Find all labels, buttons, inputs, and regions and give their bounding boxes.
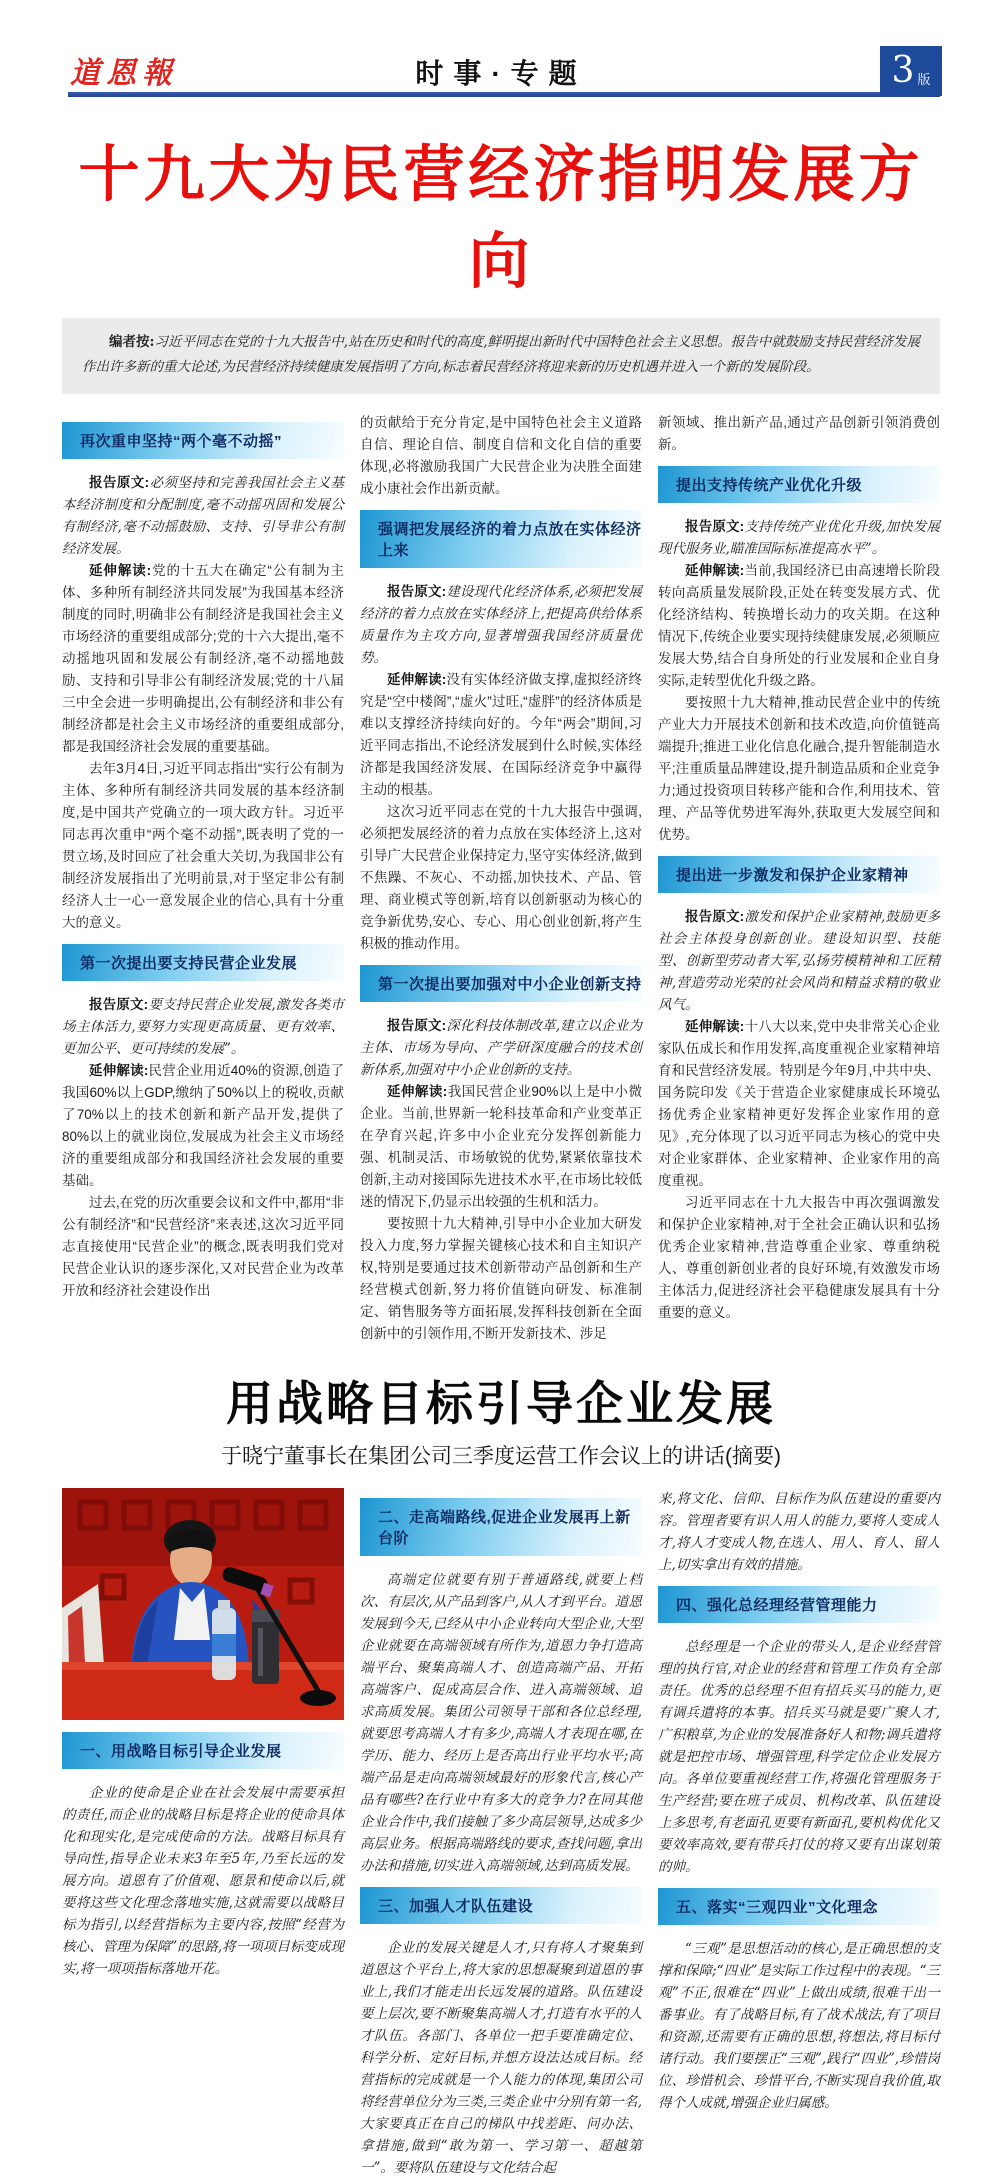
paragraph-text: 没有实体经济做支撑,虚拟经济终究是“空中楼阁”,“虚火”过旺,“虚胖”的经济体质是难以支撑经济持续向好的。今年“两会”期间,习近平同志指出,不论经济发展到什么时候,实体经济都是我国经济发展、在国际经济竞争中赢得主动的根基。 — [360, 671, 642, 797]
editor-note-text: 习近平同志在党的十九大报告中,站在历史和时代的高度,鲜明提出新时代中国特色社会主义思想。报告中就鼓励支持民营经济发展作出许多新的重大论述,为民营经济持续健康发展指明了方向,标志着民营经济将迎来新的历史机遇并进入一个新的发展阶段。 — [82, 334, 920, 375]
section-heading: 五、落实“三观四业”文化理念 — [658, 1888, 940, 1925]
paragraph-text: 激发和保护企业家精神,鼓励更多社会主体投身创新创业。建设知识型、技能型、创新型劳动者大军,弘扬劳模精神和工匠精神,营造劳动光荣的社会风尚和精益求精的敬业风气。 — [658, 908, 940, 1013]
section-heading: 第一次提出要加强对中小企业创新支持 — [360, 965, 642, 1002]
paragraph-text: 十八大以来,党中央非常关心企业家队伍成长和作用发挥,高度重视企业家精神培育和民营经济发展。特别是今年9月,中共中央、国务院印发《关于营造企业家健康成长环境弘扬优秀企业家精神更好发挥企业家作用的意见》,充分体现了以习近平同志为核心的党中央对企业家群体、企业家精神、企业家作用的高度重视。 — [658, 1018, 940, 1188]
paragraph-text: 要支持民营企业发展,激发各类市场主体活力,要努力实现更高质量、更有效率、更加公平、更可持续的发展”。 — [62, 996, 344, 1057]
report-label: 报告原文: — [89, 996, 149, 1012]
page-number: 3 — [891, 50, 915, 91]
article2-column-2 — [360, 1488, 642, 2179]
water-bottle — [212, 1600, 236, 1680]
paragraph: 这次习近平同志在党的十九大报告中强调,必须把发展经济的着力点放在实体经济上,这对引导广大民营企业保持定力,坚守实体经济,做到不焦躁、不灰心、不动摇,加快技术、产品、管理、商业模式等创新,培育以创新驱动为核心的竞争新优势,安心、专心、用心创业创新,将产生积极的推动作用。 — [360, 803, 642, 951]
paragraph-text: 支持传统产业优化升级,加快发展现代服务业,瞄准国际标准提高水平”。 — [658, 518, 940, 557]
article2-column-3 — [658, 1488, 940, 2179]
paragraph — [360, 1015, 642, 1081]
article1-column-3 — [658, 412, 940, 1345]
paragraph-text: 必须坚持和完善我国社会主义基本经济制度和分配制度,毫不动摇巩固和发展公有制经济,毫不动摇鼓励、支持、引导非公有制经济发展。 — [62, 474, 345, 557]
report-label: 报告原文: — [685, 518, 745, 534]
paragraph: 企业的发展关键是人才,只有将人才聚集到道恩这个平台上,将大家的思想凝聚到道恩的事业上,我们才能走出长远发展的道路。队伍建设要上层次,要不断聚集高端人才,打造有水平的人才队伍。各部门、各单位一把手要准确定位、科学分析、定好目标,并想方设法达成目标。经营指标的完成就是一个人能力的体现,集团公司将经营单位分为三类,三类企业中分别有第一名,大家要真正在自己的梯队中找差距、问办法、拿措施,做到“敢为第一、学习第一、超越第一”。要将队伍建设与文化结合起 — [360, 1939, 642, 2176]
paragraph-text: 我国民营企业90%以上是中小微企业。当前,世界新一轮科技革命和产业变革正在孕育兴起,许多中小企业充分发挥创新能力强、机制灵活、市场敏锐的优势,紧紧依靠技术创新,主动对接国际先进技术水平,在市场比较低迷的情况下,仍显示出较强的生机和活力。 — [360, 1083, 642, 1209]
paragraph: 新领域、推出新产品,通过产品创新引领消费创新。 — [658, 414, 940, 452]
paragraph — [360, 669, 642, 801]
paragraph-text: 当前,我国经济已由高速增长阶段转向高质量发展阶段,正处在转变发展方式、优化经济结构、转换增长动力的攻关期。在这种情况下,传统企业要实现持续健康发展,必须顺应发展大势,结合自身所处的行业发展和企业自身实际,走转型优化升级之路。 — [658, 562, 940, 688]
paragraph — [62, 1060, 344, 1192]
report-label: 报告原文: — [387, 1017, 447, 1033]
section-heading: 提出进一步激发和保护企业家精神 — [658, 856, 940, 893]
paragraph: 高端定位就要有别于普通路线,就要上档次、有层次,从产品到客户,从人才到平台。道恩发展到今天,已经从中小企业转向大型企业,大型企业就要在高端领域有所作为,道恩力争打造高端平台、聚集高端人才、创造高端产品、开拓高端客户、促成高层合作、进入高端领域、追求高质发展。集团公司领导干部和各位总经理,就要思考高端人才有多少,高端人才表现在哪,在学历、能力、经历上是否高出行业平均水平;高端产品是走向高端领域最好的形象代言,核心产品有哪些?在行业中有多大的竞争力?在同其他企业合作中,我们接触了多少高层领导,达成多少高层业务。根据高端路线的要求,查找问题,拿出办法和措施,切实进入高端领域,达到高质发展。 — [360, 1571, 642, 1874]
paragraph — [62, 560, 344, 758]
paragraph: 习近平同志在十九大报告中再次强调激发和保护企业家精神,对于全社会正确认识和弘扬优秀企业家精神,营造尊重企业家、尊重纳税人、尊重创新创业者的良好环境,有效激发市场主体活力,促进经济社会平稳健康发展具有十分重要的意义。 — [658, 1194, 940, 1320]
article2-column-1 — [62, 1488, 344, 2179]
paragraph — [62, 472, 344, 560]
paragraph-text: 深化科技体制改革,建立以企业为主体、市场为导向、产学研深度融合的技术创新体系,加强对中小企业创新的支持。 — [360, 1017, 642, 1078]
paragraph — [658, 1016, 940, 1192]
masthead-logo: 道恩報 — [70, 56, 178, 91]
section-heading: 二、走高端路线,促进企业发展再上新台阶 — [360, 1498, 642, 1556]
section-heading: 第一次提出要支持民营企业发展 — [62, 944, 344, 981]
section-title: 时事·专题 — [415, 58, 587, 89]
speaker-photo — [62, 1488, 344, 1720]
paragraph: 的贡献给于充分肯定,是中国特色社会主义道路自信、理论自信、制度自信和文化自信的重要体现,必将激励我国广大民营企业为决胜全面建成小康社会作出新贡献。 — [360, 414, 642, 496]
paragraph — [658, 906, 940, 1016]
report-label: 报告原文: — [387, 583, 447, 599]
header-rule — [68, 92, 940, 97]
interpret-label: 延伸解读: — [685, 1018, 745, 1034]
section-heading: 四、强化总经理经营管理能力 — [658, 1586, 940, 1623]
article2-subtitle: 于晓宁董事长在集团公司三季度运营工作会议上的讲话(摘要) — [221, 1444, 781, 1468]
paragraph: 来,将文化、信仰、目标作为队伍建设的重要内容。管理者要有识人用人的能力,要将人变成人才,将人才变成人物,在选人、用人、育人、留人上,切实拿出有效的措施。 — [658, 1490, 940, 1573]
paragraph-text: 建设现代化经济体系,必须把发展经济的着力点放在实体经济上,把提高供给体系质量作为主攻方向,显著增强我国经济质量优势。 — [360, 583, 642, 666]
interpret-label: 延伸解读: — [387, 671, 447, 687]
page-number-suffix: 版 — [917, 72, 931, 87]
page-header — [62, 0, 940, 100]
report-label: 报告原文: — [685, 908, 745, 924]
paragraph: 要按照十九大精神,引导中小企业加大研发投入力度,努力掌握关键核心技术和自主知识产权,特别是要通过技术创新带动产品创新和生产经营模式创新,努力将价值链向研发、标准制定、销售服务等方面拓展,发挥科技创新在全面创新中的引领作用,不断开发新技术、涉足 — [360, 1215, 642, 1341]
paragraph: 企业的使命是企业在社会发展中需要承担的责任,而企业的战略目标是将企业的使命具体化和现实化,是完成使命的方法。战略目标具有导向性,指导企业未来3年至5年,乃至长远的发展方向。道恩有了价值观、愿景和使命以后,就要将这些文化理念落地实施,这就需要以战略目标为指引,以经营指标为主要内容,按照“经营为核心、管理为保障”的思路,将一项项目标变成现实,将一项项指标落地开花。 — [62, 1784, 344, 1977]
paragraph — [360, 581, 642, 669]
article1-headline: 十九大为民营经济指明发展方向 — [78, 140, 924, 295]
report-label: 报告原文: — [89, 474, 150, 490]
interpret-label: 延伸解读: — [387, 1083, 448, 1099]
interpret-label: 延伸解读: — [89, 562, 152, 578]
editor-note-box — [62, 318, 940, 394]
page-number-badge — [880, 46, 942, 96]
paragraph-text: 党的十五大在确定“公有制为主体、多种所有制经济共同发展”为我国基本经济制度的同时,明确非公有制经济是我国社会主义市场经济的重要组成部分;党的十六大提出,毫不动摇地巩固和发展公有制经济,毫不动摇地鼓励、支持和引导非公有制经济发展;党的十八届三中全会进一步明确提出,公有制经济和非公有制经济都是社会主义市场经济的重要组成部分,都是我国经济社会发展的重要基础。 — [62, 562, 345, 754]
paragraph — [360, 1081, 642, 1213]
paragraph — [62, 994, 344, 1060]
article2-headline: 用战略目标引导企业发展 — [226, 1376, 776, 1430]
paragraph: 要按照十九大精神,推动民营企业中的传统产业大力开展技术创新和技术改造,向价值链高端提升;推进工业化信息化融合,提升智能制造水平;注重质量品牌建设,提升制造品质和企业竞争力;通过投资项目转移产能和合作,利用技术、管理、产品等优势进军海外,获取更大发展空间和优势。 — [658, 694, 940, 842]
article1-column-1 — [62, 412, 344, 1345]
editor-note-label: 编者按: — [109, 334, 155, 350]
article1-column-2 — [360, 412, 642, 1345]
interpret-label: 延伸解读: — [685, 562, 745, 578]
article1-columns — [62, 412, 940, 1345]
section-heading: 一、用战略目标引导企业发展 — [62, 1732, 344, 1769]
paragraph-text: 民营企业用近40%的资源,创造了我国60%以上GDP,缴纳了50%以上的税收,贡献了70%以上的技术创新和新产品开发,提供了80%以上的就业岗位,发展成为社会主义市场经济的重要组成部分和我国经济社会发展的重要基础。 — [62, 1062, 344, 1188]
paragraph: 过去,在党的历次重要会议和文件中,都用“非公有制经济”和“民营经济”来表述,这次习近平同志直接使用“民营企业”的概念,既表明我们党对民营企业认识的逐步深化,又对民营企业为改革开放和经济社会建设作出 — [62, 1194, 344, 1298]
paragraph: 去年3月4日,习近平同志指出“实行公有制为主体、多种所有制经济共同发展的基本经济制度,是中国共产党确立的一项大政方针。习近平同志再次重申“两个毫不动摇”,既表明了党的一贯立场,及时回应了社会重大关切,为我国非公有制经济发展指出了光明前景,对于坚定非公有制经济人士一心一意发展企业的信心,具有十分重大的意义。 — [62, 760, 344, 930]
section-heading: 再次重申坚持“两个毫不动摇” — [62, 422, 344, 459]
interpret-label: 延伸解读: — [89, 1062, 149, 1078]
section-heading: 三、加强人才队伍建设 — [360, 1887, 642, 1924]
section-heading: 强调把发展经济的着力点放在实体经济上来 — [360, 510, 642, 568]
paragraph — [658, 560, 940, 692]
paragraph: “三观”是思想活动的核心,是正确思想的支撑和保障;“四业”是实际工作过程中的表现。“三观”不正,很难在“四业”上做出成绩,很难干出一番事业。有了战略目标,有了战术战法,有了项目和资源,还需要有正确的思想,将想法,将目标付诸行动。我们要摆正“三观”,践行“四业”,珍惜岗位、珍惜机会、珍惜平台,不断实现自我价值,取得个人成就,增强企业归属感。 — [658, 1940, 940, 2111]
paragraph: 总经理是一个企业的带头人,是企业经营管理的执行官,对企业的经营和管理工作负有全部责任。优秀的总经理不但有招兵买马的能力,更有调兵遣将的本事。招兵买马就是要广聚人才,广积粮草,为企业的发展准备好人和物;调兵遣将就是把控市场、增强管理,科学定位企业发展方向。各单位要重视经营工作,将强化管理服务于生产经营;要在班子成员、机构改革、队伍建设上多思考,有老面孔更要有新面孔,要机构优化又要效率高效,要有带兵打仗的将又要有出谋划策的帅。 — [658, 1638, 940, 1875]
paragraph — [658, 516, 940, 560]
article2-columns — [62, 1488, 940, 2179]
section-heading: 提出支持传统产业优化升级 — [658, 466, 940, 503]
